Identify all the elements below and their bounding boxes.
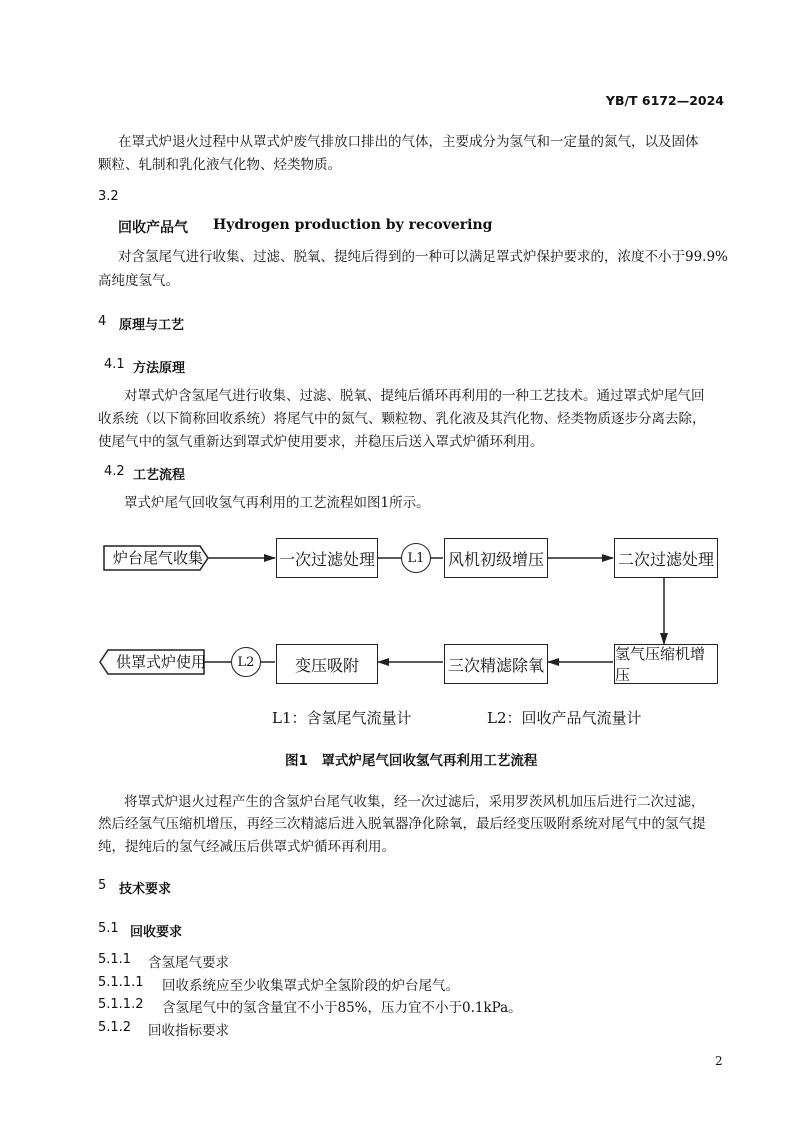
term-number: 3.2 xyxy=(98,189,119,204)
section-5-1-1-title: 含氢尾气要求 xyxy=(148,955,229,971)
process-desc-line-3: 纯，提纯后的氢气经减压后供罩式炉循环再利用。 xyxy=(98,839,395,855)
flow-legend-l1: L1：含氢尾气流量计 xyxy=(272,709,412,727)
section-4-2-number: 4.2 xyxy=(104,464,125,479)
flow-fine-filter: 三次精滤除氧 xyxy=(444,644,548,684)
section-5-1-1-2-text: 含氢尾气中的氢含量宜不小于85%，压力宜不小于0.1kPa。 xyxy=(162,1000,522,1016)
flow-filter-2: 二次过滤处理 xyxy=(614,538,718,578)
section-5-number: 5 xyxy=(98,878,107,893)
flow-blower: 风机初级增压 xyxy=(444,538,548,578)
intro-line-2: 颗粒、轧制和乳化液气化物、烃类物质。 xyxy=(98,157,341,173)
section-4-1-line-3: 使尾气中的氢气重新达到罩式炉使用要求，并稳压后送入罩式炉循环利用。 xyxy=(98,434,544,450)
section-4-2-line-1: 罩式炉尾气回收氢气再利用的工艺流程如图1所示。 xyxy=(124,495,430,511)
section-4-1-line-2: 收系统（以下简称回收系统）将尾气中的氮气、颗粒物、乳化液及其汽化物、烃类物质逐步分离去除， xyxy=(98,411,706,427)
section-4-title: 原理与工艺 xyxy=(119,318,185,333)
term-definition-line-1: 对含氢尾气进行收集、过滤、脱氧、提纯后得到的一种可以满足罩式炉保护要求的，浓度不小于99.9% xyxy=(118,249,728,265)
section-5-1-2-number: 5.1.2 xyxy=(98,1020,132,1035)
process-desc-line-1: 将罩式炉退火过程产生的含氢炉台尾气收集，经一次过滤后，采用罗茨风机加压后进行二次过滤， xyxy=(124,794,705,810)
page-number: 2 xyxy=(715,1054,723,1068)
process-desc-line-2: 然后经氢气压缩机增压，再经三次精滤后进入脱氧器净化除氧，最后经变压吸附系统对尾气中的氢气提 xyxy=(98,816,706,832)
flow-legend-l2: L2：回收产品气流量计 xyxy=(487,709,642,727)
section-5-1-1-1-number: 5.1.1.1 xyxy=(98,975,144,990)
flow-filter-1: 一次过滤处理 xyxy=(276,538,378,578)
section-5-title: 技术要求 xyxy=(119,882,172,897)
flow-psa: 变压吸附 xyxy=(276,644,378,684)
standard-code: YB/T 6172—2024 xyxy=(605,93,724,108)
term-title-cn: 回收产品气 xyxy=(118,220,188,236)
flow-output: 供罩式炉使用 xyxy=(116,653,207,671)
flow-compressor: 氢气压缩机增压 xyxy=(614,644,718,684)
section-4-1-number: 4.1 xyxy=(104,357,125,372)
figure-caption: 图1 罩式炉尾气回收氢气再利用工艺流程 xyxy=(285,753,538,769)
section-5-1-title: 回收要求 xyxy=(130,925,183,940)
term-title-en: Hydrogen production by recovering xyxy=(213,217,493,233)
section-5-1-number: 5.1 xyxy=(98,921,119,936)
section-5-1-2-title: 回收指标要求 xyxy=(148,1023,229,1039)
section-5-1-1-number: 5.1.1 xyxy=(98,952,132,967)
intro-line-1: 在罩式炉退火过程中从罩式炉废气排放口排出的气体，主要成分为氢气和一定量的氮气，以及固体 xyxy=(118,134,699,150)
section-4-1-title: 方法原理 xyxy=(133,361,186,376)
flow-meter-l1: L1 xyxy=(401,543,431,573)
section-4-2-title: 工艺流程 xyxy=(133,468,186,483)
flow-meter-l2: L2 xyxy=(231,647,261,677)
flow-input: 炉台尾气收集 xyxy=(113,549,204,567)
term-definition-line-2: 高纯度氢气。 xyxy=(98,273,179,289)
section-4-number: 4 xyxy=(98,314,107,329)
section-5-1-1-1-text: 回收系统应至少收集罩式炉全氢阶段的炉台尾气。 xyxy=(162,978,459,994)
section-5-1-1-2-number: 5.1.1.2 xyxy=(98,997,144,1012)
section-4-1-line-1: 对罩式炉含氢尾气进行收集、过滤、脱氧、提纯后循环再利用的一种工艺技术。通过罩式炉尾气回 xyxy=(124,388,705,404)
